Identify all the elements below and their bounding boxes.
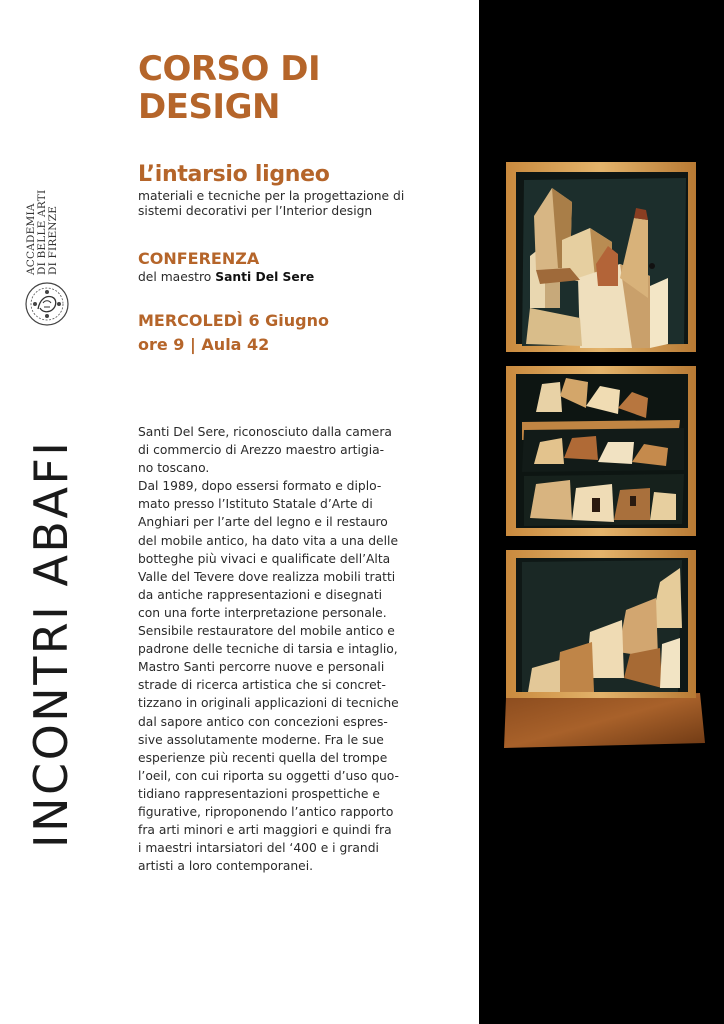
bio-line: da antiche rappresentazioni e disegnati	[138, 587, 383, 602]
main-content	[138, 50, 473, 357]
bio-line: Mastro Santi percorre nuove e personali	[138, 660, 385, 675]
course-title	[138, 50, 438, 126]
bio-line: fra arti minori e arti maggiori e quindi fra	[138, 823, 392, 838]
conference-label: CONFERENZA	[138, 249, 260, 268]
intarsia-cabinet-image	[500, 158, 710, 748]
bio-line: Dal 1989, dopo essersi formato e diplo-	[138, 479, 382, 494]
bio-line: Sensibile restauratore del mobile antico e	[138, 624, 395, 639]
topic-subtitle-line-2: sistemi decorativi per l’Interior design	[138, 204, 373, 218]
bio-line: tidiano rappresentazioni prospettiche e	[138, 786, 380, 801]
bio-line: tizzano in originali applicazioni di tecniche	[138, 696, 399, 711]
speaker-biography	[138, 423, 433, 875]
bio-line: sive assolutamente moderne. Fra le sue	[138, 732, 384, 747]
bio-line: padrone delle tecniche di tarsia e intaglio,	[138, 642, 398, 657]
left-rail	[0, 0, 130, 1024]
bio-line: dal sapore antico con concezioni espres-	[138, 714, 388, 729]
schedule-date: MERCOLEDÌ 6 Giugno	[138, 311, 329, 330]
bio-line: strade di ricerca artistica che si concret-	[138, 678, 386, 693]
speaker-name: Santi Del Sere	[215, 270, 315, 284]
bio-line: Anghiari per l’arte del legno e il restauro	[138, 515, 388, 530]
logo-line-1: ACCADEMIA	[25, 203, 37, 275]
logo-line-3: DI FIRENZE	[47, 205, 59, 275]
topic-title: L’intarsio ligneo	[138, 162, 330, 187]
topic-subtitle-line-1: materiali e tecniche per la progettazione di	[138, 189, 405, 203]
academy-logo-text	[26, 185, 76, 275]
topic-subtitle	[138, 189, 473, 219]
bio-line: del mobile antico, ha dato vita a una delle	[138, 533, 399, 548]
academy-seal-icon	[24, 281, 70, 327]
bio-line: esperienze più recenti quella del trompe	[138, 750, 388, 765]
bio-line: l’oeil, con cui riporta su oggetti d’uso quo-	[138, 768, 399, 783]
conference-speaker-line	[138, 270, 473, 285]
schedule	[138, 309, 473, 357]
bio-line: Santi Del Sere, riconosciuto dalla camera	[138, 425, 392, 439]
bio-line: i maestri intarsiatori del ‘400 e i grandi	[138, 841, 379, 856]
schedule-time-place: ore 9 | Aula 42	[138, 335, 270, 354]
bio-line: botteghe più vivaci e qualificate dell’Alta	[138, 551, 391, 566]
bio-line: di commercio di Arezzo maestro artigia-	[138, 443, 385, 458]
course-title-line-1: CORSO DI	[138, 49, 321, 89]
bio-line: artisti a loro contemporanei.	[138, 859, 314, 874]
speaker-prefix: del maestro	[138, 270, 216, 284]
logo-line-2: DI BELLE ARTI	[36, 189, 48, 275]
bio-line: mato presso l’Istituto Statale d’Arte di	[138, 497, 373, 512]
bio-line: no toscano.	[138, 461, 210, 476]
course-title-line-2: DESIGN	[138, 87, 280, 127]
bio-line: con una forte interpretazione personale.	[138, 605, 387, 620]
bio-line: figurative, riproponendo l’antico rapporto	[138, 804, 394, 819]
series-title-vertical: INCONTRI ABAFI	[24, 440, 78, 849]
bio-line: Valle del Tevere dove realizza mobili tratti	[138, 569, 396, 584]
